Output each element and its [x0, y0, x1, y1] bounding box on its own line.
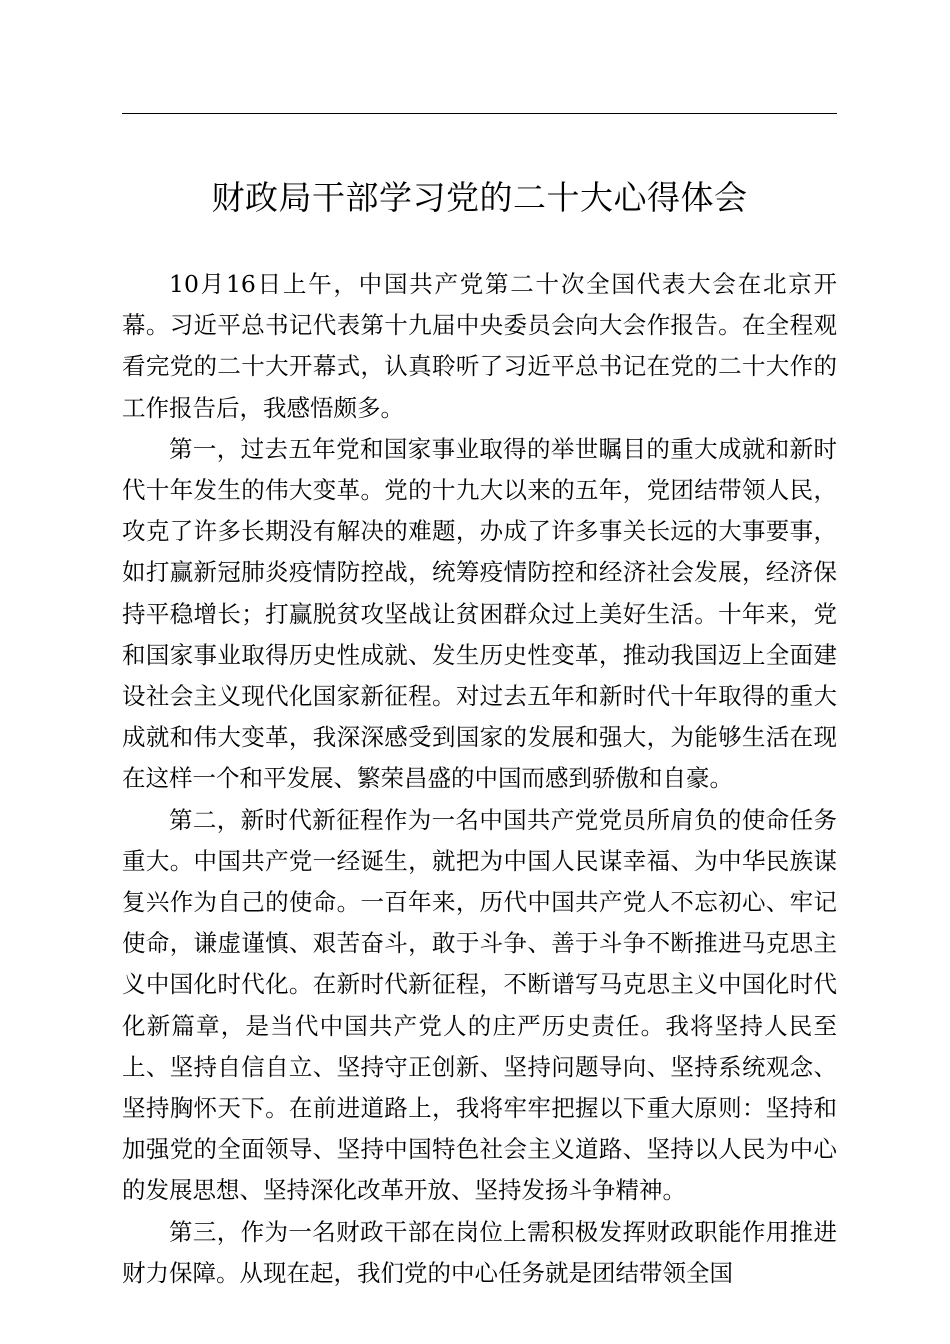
paragraph-intro: 10月16日上午，中国共产党第二十次全国代表大会在北京开幕。习近平总书记代表第十九届中央委员会向大会作报告。在全程观看完党的二十大开幕式，认真聆听了习近平总书记在党的二十大作的工作报告后，我感悟颇多。	[122, 270, 837, 422]
document-body	[122, 264, 837, 1294]
header-rule	[122, 113, 837, 114]
paragraph-third: 第三，作为一名财政干部在岗位上需积极发挥财政职能作用推进财力保障。从现在起，我们党的中心任务就是团结带领全国	[122, 1217, 837, 1287]
paragraph-first: 第一，过去五年党和国家事业取得的举世瞩目的重大成就和新时代十年发生的伟大变革。党的十九大以来的五年，党团结带领人民，攻克了许多长期没有解决的难题，办成了许多事关长远的大事要事，如打赢新冠肺炎疫情防控战，统筹疫情防控和经济社会发展，经济保持平稳增长；打赢脱贫攻坚战让贫困群众过上美好生活。十年来，党和国家事业取得历史性成就、发生历史性变革，推动我国迈上全面建设社会主义现代化国家新征程。对过去五年和新时代十年取得的重大成就和伟大变革，我深深感受到国家的发展和强大，为能够生活在现在这样一个和平发展、繁荣昌盛的中国而感到骄傲和自豪。	[122, 434, 837, 793]
paragraph-second: 第二，新时代新征程作为一名中国共产党党员所肩负的使命任务重大。中国共产党一经诞生，就把为中国人民谋幸福、为中华民族谋复兴作为自己的使命。一百年来，历代中国共产党人不忘初心、牢记使命，谦虚谨慎、艰苦奋斗，敢于斗争、善于斗争不断推进马克思主义中国化时代化。在新时代新征程，不断谱写马克思主义中国化时代化新篇章，是当代中国共产党人的庄严历史责任。我将坚持人民至上、坚持自信自立、坚持守正创新、坚持问题导向、坚持系统观念、坚持胸怀天下。在前进道路上，我将牢牢把握以下重大原则：坚持和加强党的全面领导、坚持中国特色社会主义道路、坚持以人民为中心的发展思想、坚持深化改革开放、坚持发扬斗争精神。	[122, 805, 837, 1205]
document-title: 财政局干部学习党的二十大心得体会	[211, 178, 748, 217]
